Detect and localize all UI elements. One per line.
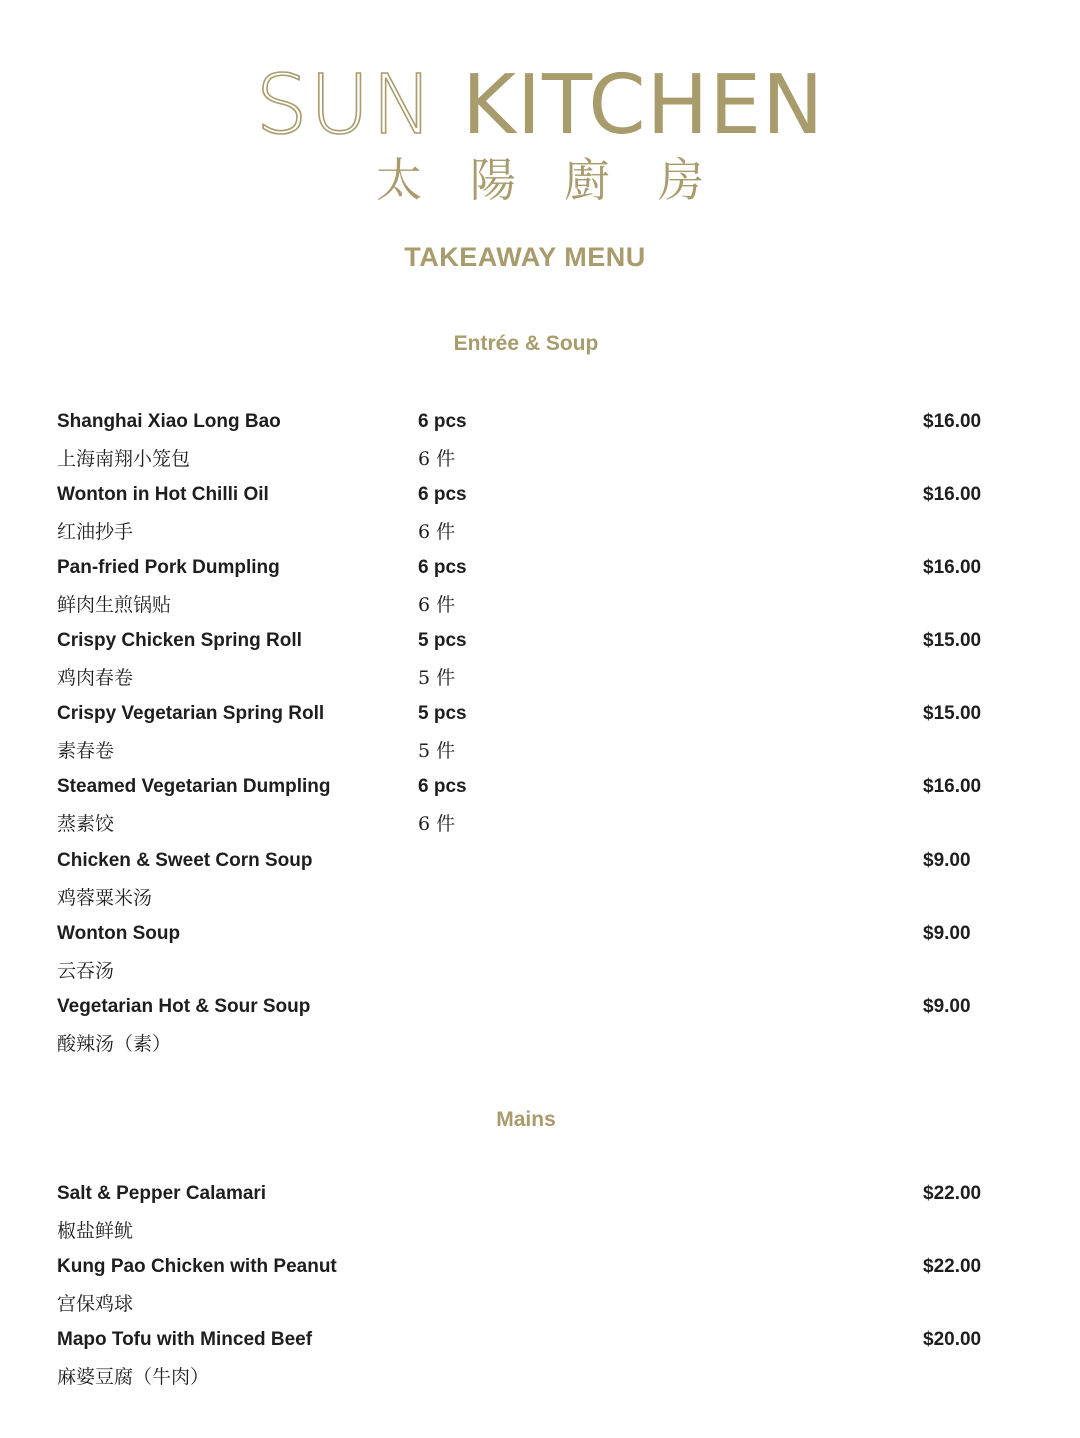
menu-item-cn bbox=[0, 809, 1080, 839]
menu-item bbox=[0, 1179, 1080, 1209]
menu-item bbox=[0, 1325, 1080, 1355]
item-name: Pan-fried Pork Dumpling bbox=[57, 557, 280, 578]
item-name: Shanghai Xiao Long Bao bbox=[57, 411, 281, 432]
item-price: $16.00 bbox=[923, 776, 982, 797]
section-title-entree-soup: Entrée & Soup bbox=[453, 332, 599, 355]
menu-item bbox=[0, 992, 1080, 1022]
menu-item-cn bbox=[0, 1216, 1080, 1246]
item-name: Steamed Vegetarian Dumpling bbox=[57, 776, 331, 797]
item-name: Salt & Pepper Calamari bbox=[57, 1183, 267, 1204]
item-name-cn: 云吞汤 bbox=[57, 960, 115, 982]
item-price: $9.00 bbox=[923, 996, 971, 1017]
item-quantity: 6 pcs bbox=[418, 557, 467, 578]
item-price: $22.00 bbox=[923, 1183, 982, 1204]
item-price: $16.00 bbox=[923, 484, 982, 505]
item-quantity: 5 pcs bbox=[418, 703, 467, 724]
item-quantity: 5 pcs bbox=[418, 630, 467, 651]
item-name: Crispy Chicken Spring Roll bbox=[57, 630, 302, 651]
brand-name bbox=[0, 58, 1080, 154]
item-name-cn: 鸡蓉粟米汤 bbox=[57, 887, 153, 909]
menu-item bbox=[0, 919, 1080, 949]
item-name-cn: 素春卷 bbox=[57, 740, 115, 762]
item-price: $22.00 bbox=[923, 1256, 982, 1277]
menu-item-cn bbox=[0, 736, 1080, 766]
item-name-cn: 鲜肉生煎锅贴 bbox=[57, 594, 172, 616]
item-quantity-cn: 6 件 bbox=[418, 594, 456, 616]
item-name: Vegetarian Hot & Sour Soup bbox=[57, 996, 311, 1017]
item-price: $15.00 bbox=[923, 703, 982, 724]
item-name-cn: 麻婆豆腐（牛肉） bbox=[57, 1366, 210, 1388]
menu-item bbox=[0, 480, 1080, 510]
menu-item bbox=[0, 626, 1080, 656]
brand-logo bbox=[0, 58, 1080, 208]
item-name-cn: 鸡肉春卷 bbox=[57, 667, 134, 689]
item-price: $15.00 bbox=[923, 630, 982, 651]
item-name-cn: 宫保鸡球 bbox=[57, 1293, 134, 1315]
item-quantity-cn: 5 件 bbox=[418, 667, 456, 689]
item-price: $9.00 bbox=[923, 850, 971, 871]
menu-item-cn bbox=[0, 883, 1080, 913]
menu-item bbox=[0, 407, 1080, 437]
menu-item-cn bbox=[0, 517, 1080, 547]
item-price: $16.00 bbox=[923, 557, 982, 578]
menu-item-cn bbox=[0, 956, 1080, 986]
item-quantity-cn: 6 件 bbox=[418, 448, 456, 470]
item-name-cn: 红油抄手 bbox=[57, 521, 134, 543]
item-name: Wonton in Hot Chilli Oil bbox=[57, 484, 269, 505]
section-title-mains: Mains bbox=[496, 1108, 556, 1131]
menu-item-cn bbox=[0, 1289, 1080, 1319]
item-name: Wonton Soup bbox=[57, 923, 181, 944]
item-price: $20.00 bbox=[923, 1329, 982, 1350]
brand-name-part2: KITCHEN bbox=[435, 58, 825, 153]
menu-title: TAKEAWAY MENU bbox=[404, 242, 646, 272]
item-name: Mapo Tofu with Minced Beef bbox=[57, 1329, 313, 1350]
item-name: Kung Pao Chicken with Peanut bbox=[57, 1256, 337, 1277]
menu-item bbox=[0, 772, 1080, 802]
item-name: Chicken & Sweet Corn Soup bbox=[57, 850, 313, 871]
menu-item-cn bbox=[0, 1029, 1080, 1059]
item-quantity: 6 pcs bbox=[418, 484, 467, 505]
item-name-cn: 上海南翔小笼包 bbox=[57, 448, 191, 470]
item-quantity-cn: 5 件 bbox=[418, 740, 456, 762]
brand-name-cn: 太陽廚房 bbox=[376, 153, 752, 207]
item-quantity-cn: 6 件 bbox=[418, 813, 456, 835]
item-name-cn: 椒盐鲜鱿 bbox=[57, 1220, 134, 1242]
menu-item bbox=[0, 699, 1080, 729]
item-price: $16.00 bbox=[923, 411, 982, 432]
menu-item-cn bbox=[0, 590, 1080, 620]
item-name: Crispy Vegetarian Spring Roll bbox=[57, 703, 325, 724]
item-quantity: 6 pcs bbox=[418, 411, 467, 432]
menu-item bbox=[0, 1252, 1080, 1282]
item-name-cn: 酸辣汤（素） bbox=[57, 1033, 172, 1055]
menu-item bbox=[0, 846, 1080, 876]
brand-name-part1: SUN bbox=[255, 58, 436, 153]
menu-item-cn bbox=[0, 1362, 1080, 1392]
menu-item bbox=[0, 553, 1080, 583]
item-name-cn: 蒸素饺 bbox=[57, 813, 115, 835]
menu-item-cn bbox=[0, 444, 1080, 474]
item-quantity-cn: 6 件 bbox=[418, 521, 456, 543]
item-price: $9.00 bbox=[923, 923, 971, 944]
menu-item-cn bbox=[0, 663, 1080, 693]
item-quantity: 6 pcs bbox=[418, 776, 467, 797]
